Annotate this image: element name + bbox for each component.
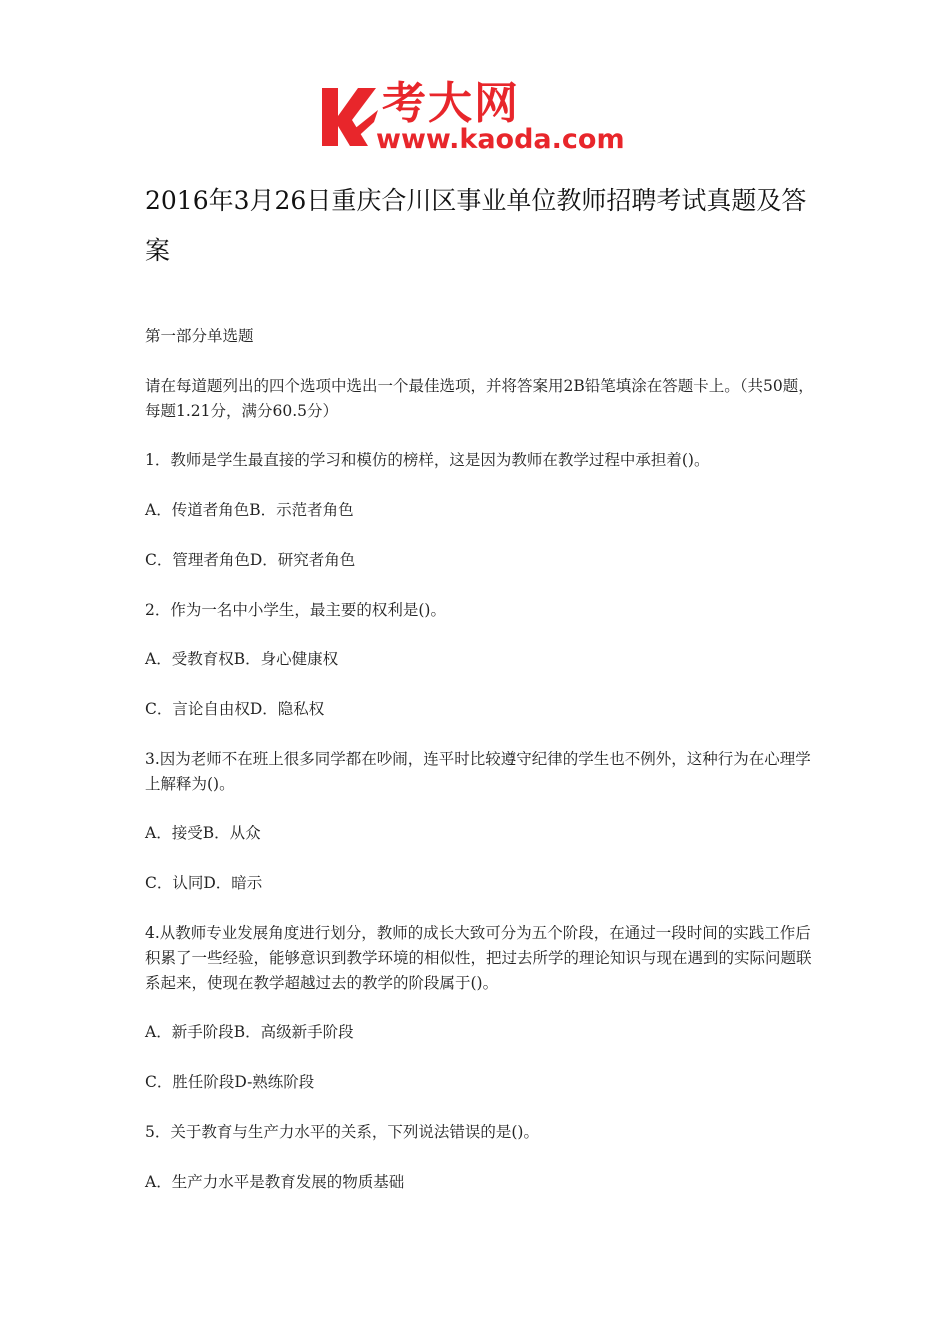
question-5-option-a: A．生产力水平是教育发展的物质基础 <box>145 1173 405 1191</box>
question-2-options-cd: C．言论自由权D．隐私权 <box>145 700 325 718</box>
question-4: 4.从教师专业发展角度进行划分，教师的成长大致可分为五个阶段，在通过一段时间的实践工作后积累了一些经验，能够意识到教学环境的相似性，把过去所学的理论知识与现在遇到的实际问题联系起来，使现在教学超越过去的教学的阶段属于()。 <box>145 924 812 992</box>
question-1-options-cd: C．管理者角色D．研究者角色 <box>145 551 356 569</box>
question-1-options-ab: A．传道者角色B．示范者角色 <box>145 501 354 519</box>
question-3-options-cd: C．认同D．暗示 <box>145 874 263 892</box>
question-3: 3.因为老师不在班上很多同学都在吵闹，连平时比较遵守纪律的学生也不例外，这种行为在心理学上解释为()。 <box>145 750 811 793</box>
kaoda-logo <box>318 78 638 158</box>
instructions-text: 请在每道题列出的四个选项中选出一个最佳选项，并将答案用2B铅笔填涂在答题卡上。（共50题，每题1.21分，满分60.5分） <box>145 377 814 420</box>
section-heading: 第一部分单选题 <box>145 327 254 345</box>
question-4-options-ab: A．新手阶段B．高级新手阶段 <box>145 1023 354 1041</box>
document-title: 2016年3月26日重庆合川区事业单位教师招聘考试真题及答案 <box>145 186 807 265</box>
question-1: 1．教师是学生最直接的学习和模仿的榜样，这是因为教师在教学过程中承担着()。 <box>145 451 710 469</box>
question-2-options-ab: A．受教育权B．身心健康权 <box>145 650 339 668</box>
k-logo-icon <box>318 82 378 152</box>
logo-brand-text: 考大网 <box>382 78 520 129</box>
question-5: 5．关于教育与生产力水平的关系，下列说法错误的是()。 <box>145 1123 539 1141</box>
question-3-options-ab: A．接受B．从众 <box>145 824 261 842</box>
question-2: 2．作为一名中小学生，最主要的权利是()。 <box>145 601 446 619</box>
logo-url-text: www.kaoda.com <box>376 124 625 155</box>
question-4-options-cd: C．胜任阶段D-熟练阶段 <box>145 1073 315 1091</box>
